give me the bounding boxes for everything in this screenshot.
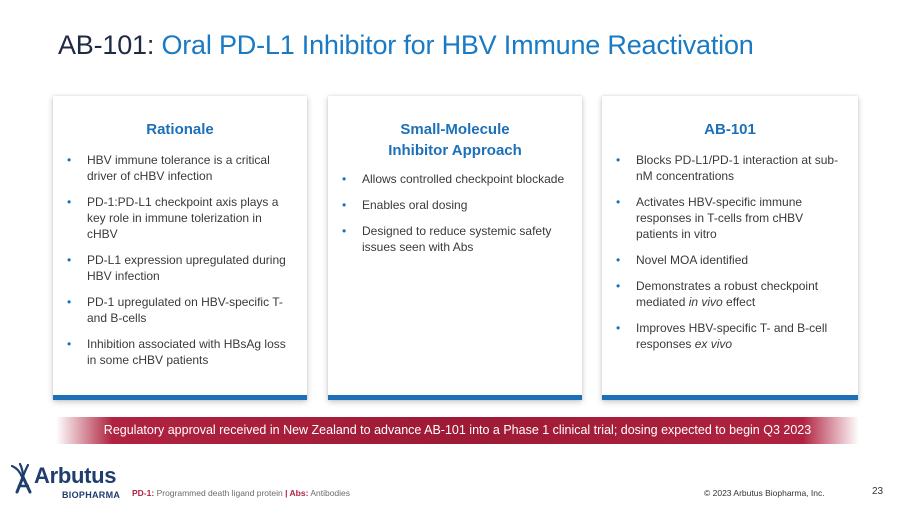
bullet-icon: • — [67, 337, 72, 351]
bullet-item: • Novel MOA identified — [616, 253, 749, 267]
bullet-item: • Activates HBV-specific immune responses in T-cells from cHBV patients in vitro — [616, 195, 804, 241]
bullet-item: • Enables oral dosing — [342, 198, 468, 212]
rationale-card — [53, 96, 307, 400]
approach-card — [328, 96, 582, 400]
bullet-item: • Inhibition associated with HBsAg loss in some cHBV patients — [67, 337, 286, 367]
bullet-list — [53, 152, 307, 368]
bullet-item: • Improves HBV-specific T- and B-cell responses ex vivo — [616, 321, 828, 351]
bullet-list — [602, 152, 858, 352]
bullet-icon: • — [342, 172, 347, 186]
page-number: 23 — [872, 486, 884, 497]
footnote — [132, 488, 350, 498]
card-heading-line: AB-101 — [704, 121, 756, 138]
bullet-icon: • — [342, 224, 347, 238]
bullet-item: • Allows controlled checkpoint blockade — [342, 172, 565, 186]
regulatory-banner: Regulatory approval received in New Zealand to advance AB-101 into a Phase 1 clinical trial; dosing expected to begin Q3 2023 — [56, 417, 859, 444]
bullet-item: • Blocks PD-L1/PD-1 interaction at sub-nM concentrations — [616, 153, 839, 183]
card-heading-line: Rationale — [146, 121, 214, 138]
bullet-item: • HBV immune tolerance is a critical driver of cHBV infection — [67, 153, 270, 183]
bullet-icon: • — [342, 198, 347, 212]
title-accent: Oral PD-L1 Inhibitor for HBV Immune Reactivation — [161, 30, 754, 60]
title-prefix: AB-101: — [58, 30, 162, 60]
bullet-icon: • — [67, 295, 72, 309]
bullet-icon: • — [67, 195, 72, 209]
copyright-text: © 2023 Arbutus Biopharma, Inc. — [704, 488, 825, 498]
logo-wordmark: Arbutus — [34, 463, 117, 488]
bullet-icon: • — [616, 279, 621, 293]
bullet-item: • Demonstrates a robust checkpoint mediated in vivo effect — [616, 279, 819, 309]
card-heading-line: Inhibitor Approach — [388, 142, 522, 159]
bullet-icon: • — [616, 153, 621, 167]
card-heading — [602, 119, 858, 140]
logo-subtitle: BIOPHARMA — [62, 490, 121, 500]
footnote-term: PD-1: — [132, 488, 155, 498]
slide-title — [58, 30, 754, 61]
card-heading — [53, 119, 307, 140]
bullet-icon: • — [616, 253, 621, 267]
footnote-term: Abs: — [287, 488, 309, 498]
bullet-icon: • — [67, 153, 72, 167]
bullet-icon: • — [616, 321, 621, 335]
footnote-separator: | — [285, 488, 288, 498]
bullet-item: • PD-L1 expression upregulated during HBV infection — [67, 253, 286, 283]
bullet-item: • Designed to reduce systemic safety issues seen with Abs — [342, 224, 552, 254]
bullet-list — [328, 171, 582, 255]
card-heading — [328, 119, 582, 161]
bullet-item: • PD-1 upregulated on HBV-specific T- and B-cells — [67, 295, 283, 325]
ab101-card — [602, 96, 858, 400]
bullet-item: • PD-1:PD-L1 checkpoint axis plays a key role in immune tolerization in cHBV — [67, 195, 279, 241]
card-heading-line: Small-Molecule — [400, 121, 510, 138]
footnote-definition: Programmed death ligand protein — [154, 488, 286, 498]
footnote-definition: Antibodies — [308, 488, 351, 498]
bullet-icon: • — [616, 195, 621, 209]
bullet-icon: • — [67, 253, 72, 267]
company-logo — [8, 460, 126, 504]
